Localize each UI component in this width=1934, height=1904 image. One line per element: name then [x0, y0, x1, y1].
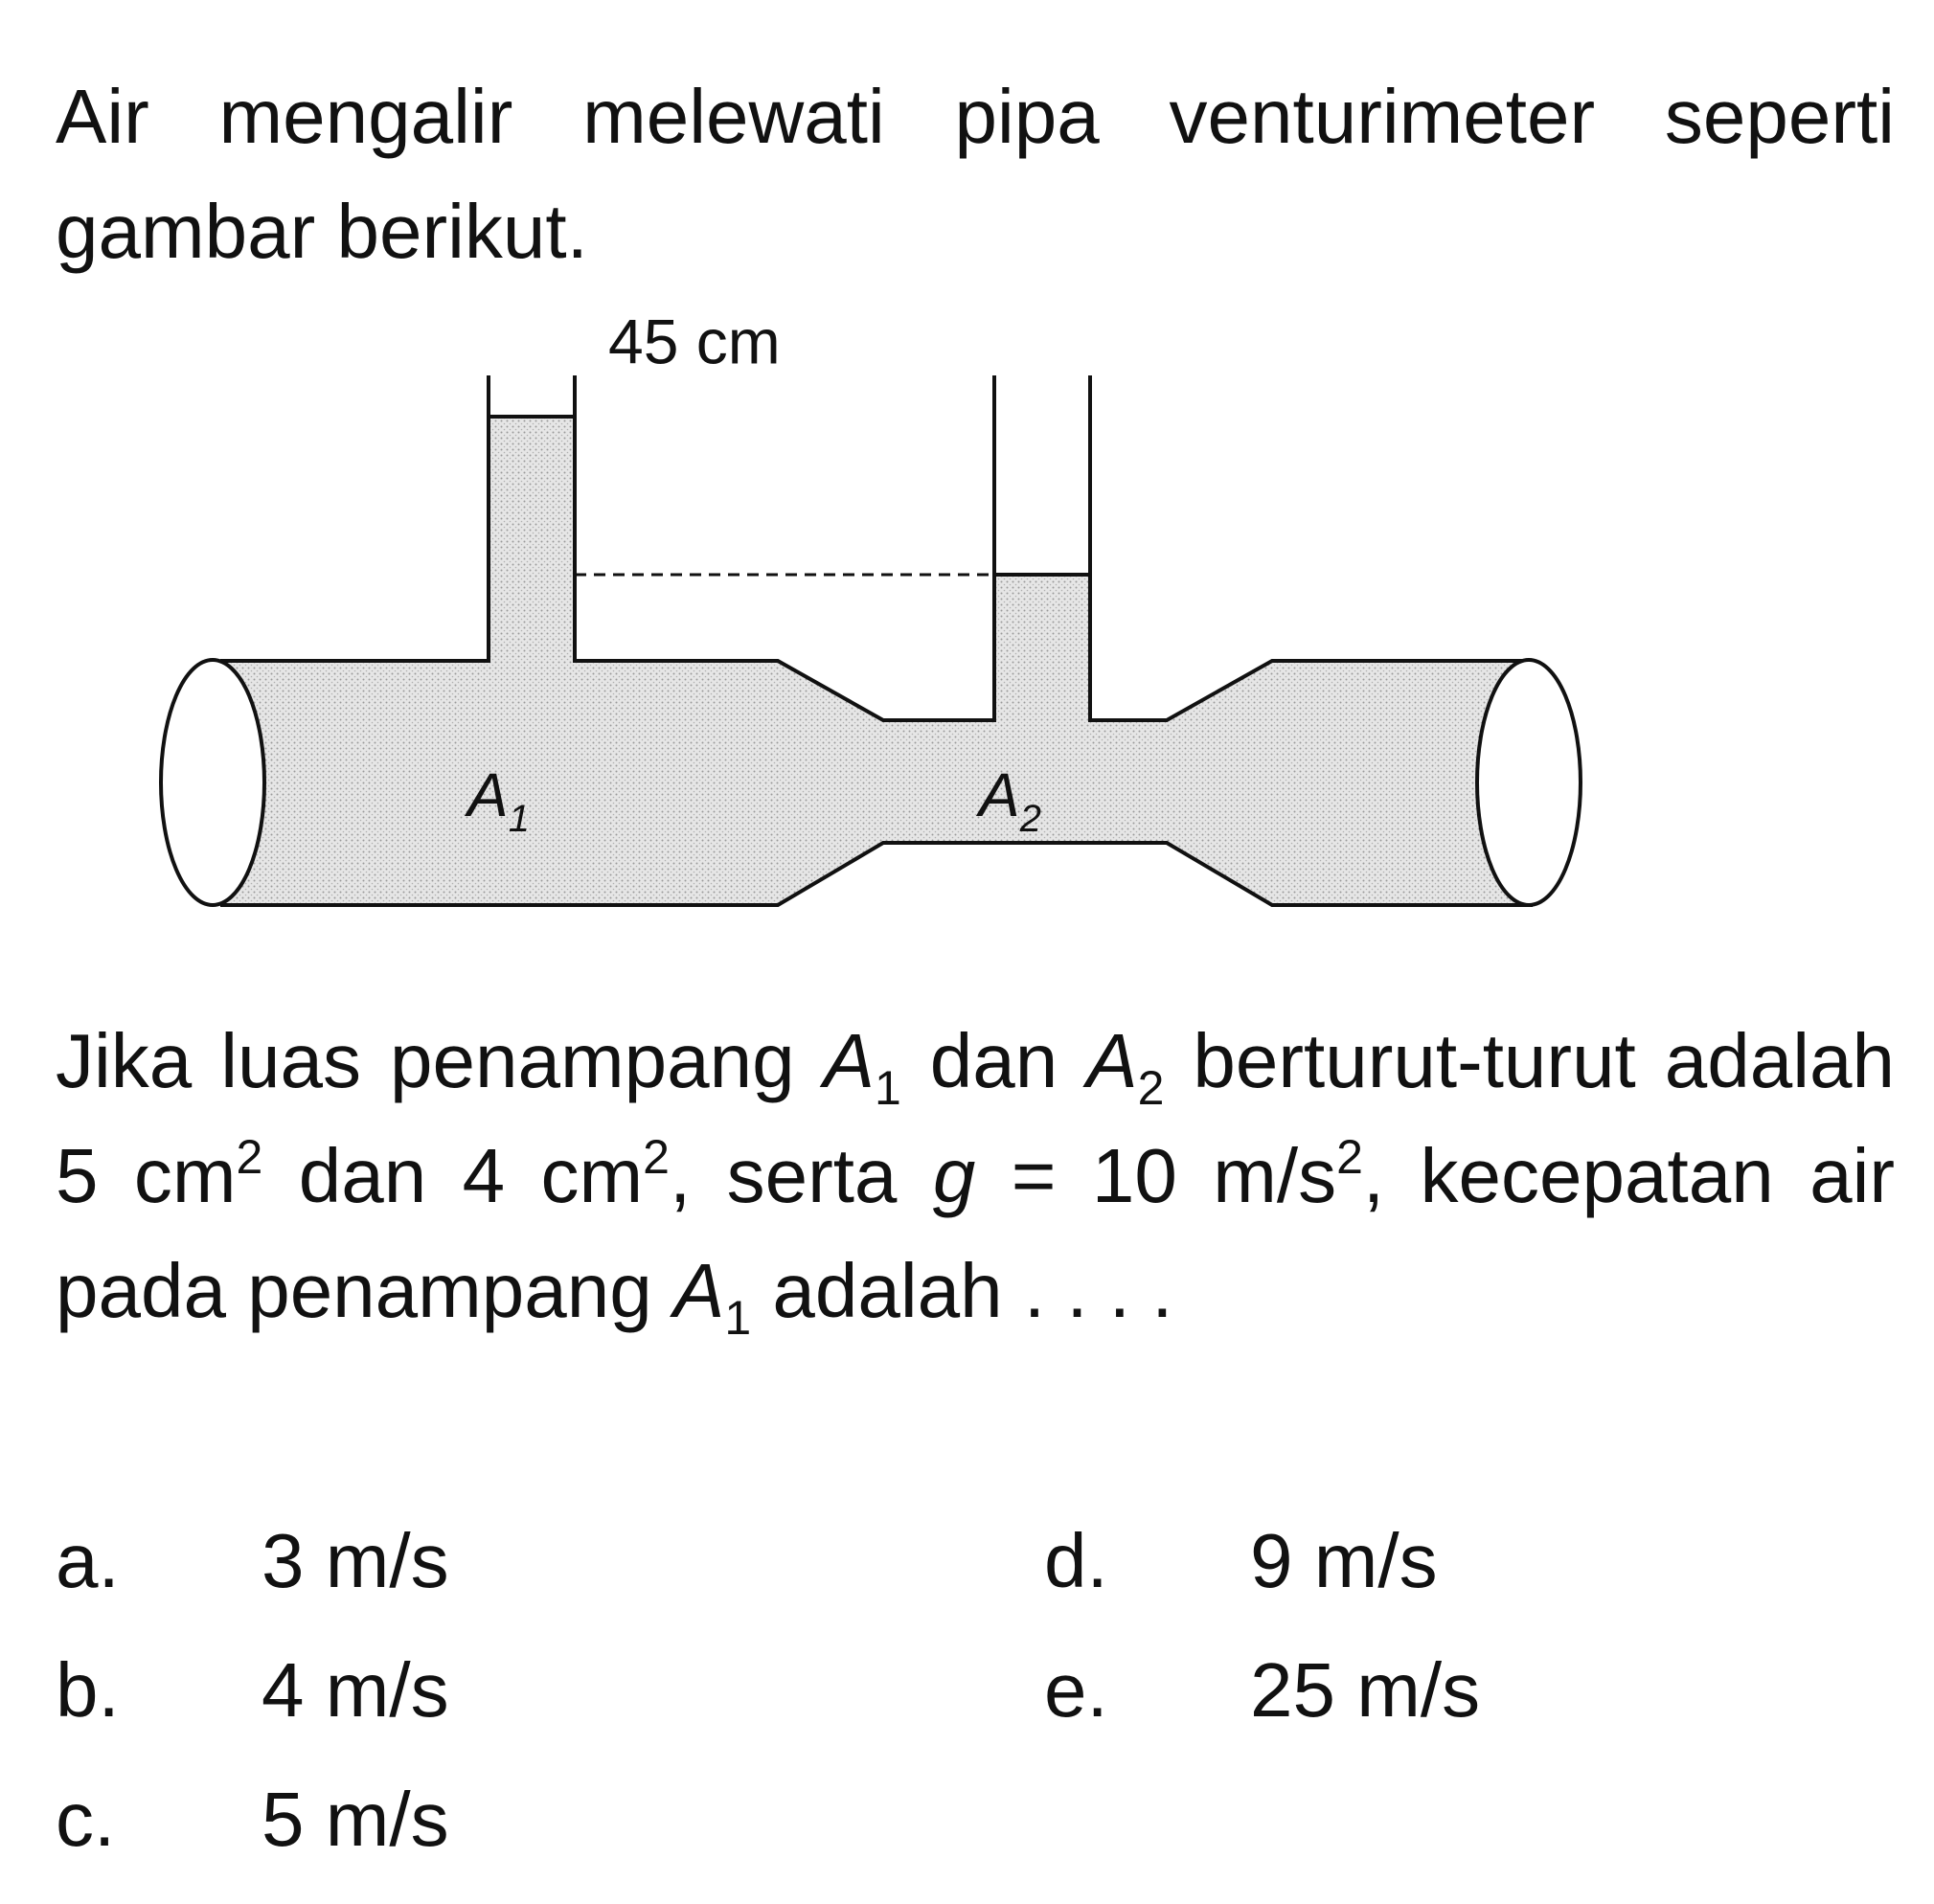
- intro-line: Air mengalir melewati pipa venturimeter seperti gambar berikut.: [56, 74, 1895, 274]
- pipe-left-end: [161, 660, 264, 905]
- option-e[interactable]: e. 25 m/s: [1044, 1647, 1481, 1733]
- venturimeter-figure: [0, 306, 1934, 939]
- label-a2: $A_2$: [979, 759, 1041, 840]
- label-a1: $A_1$: [467, 759, 530, 840]
- height-label: 45 cm: [608, 306, 781, 377]
- option-b[interactable]: b. 4 m/s: [56, 1647, 449, 1733]
- intro-text: [56, 59, 1895, 289]
- option-d[interactable]: d. 9 m/s: [1044, 1518, 1438, 1603]
- option-a[interactable]: a. 3 m/s: [56, 1518, 449, 1603]
- pipe-right-end: [1477, 660, 1581, 905]
- question-text: Jika luas penampang $A_1$ dan $A_2$ berturut-turut adalah 5 $cm^2$ dan 4 $cm^2$, serta g = 10 $m/s^2$, kecepatan air pada penampang $A_1$ adalah . . . .: [56, 1018, 1896, 1345]
- option-c[interactable]: c. 5 m/s: [56, 1777, 449, 1862]
